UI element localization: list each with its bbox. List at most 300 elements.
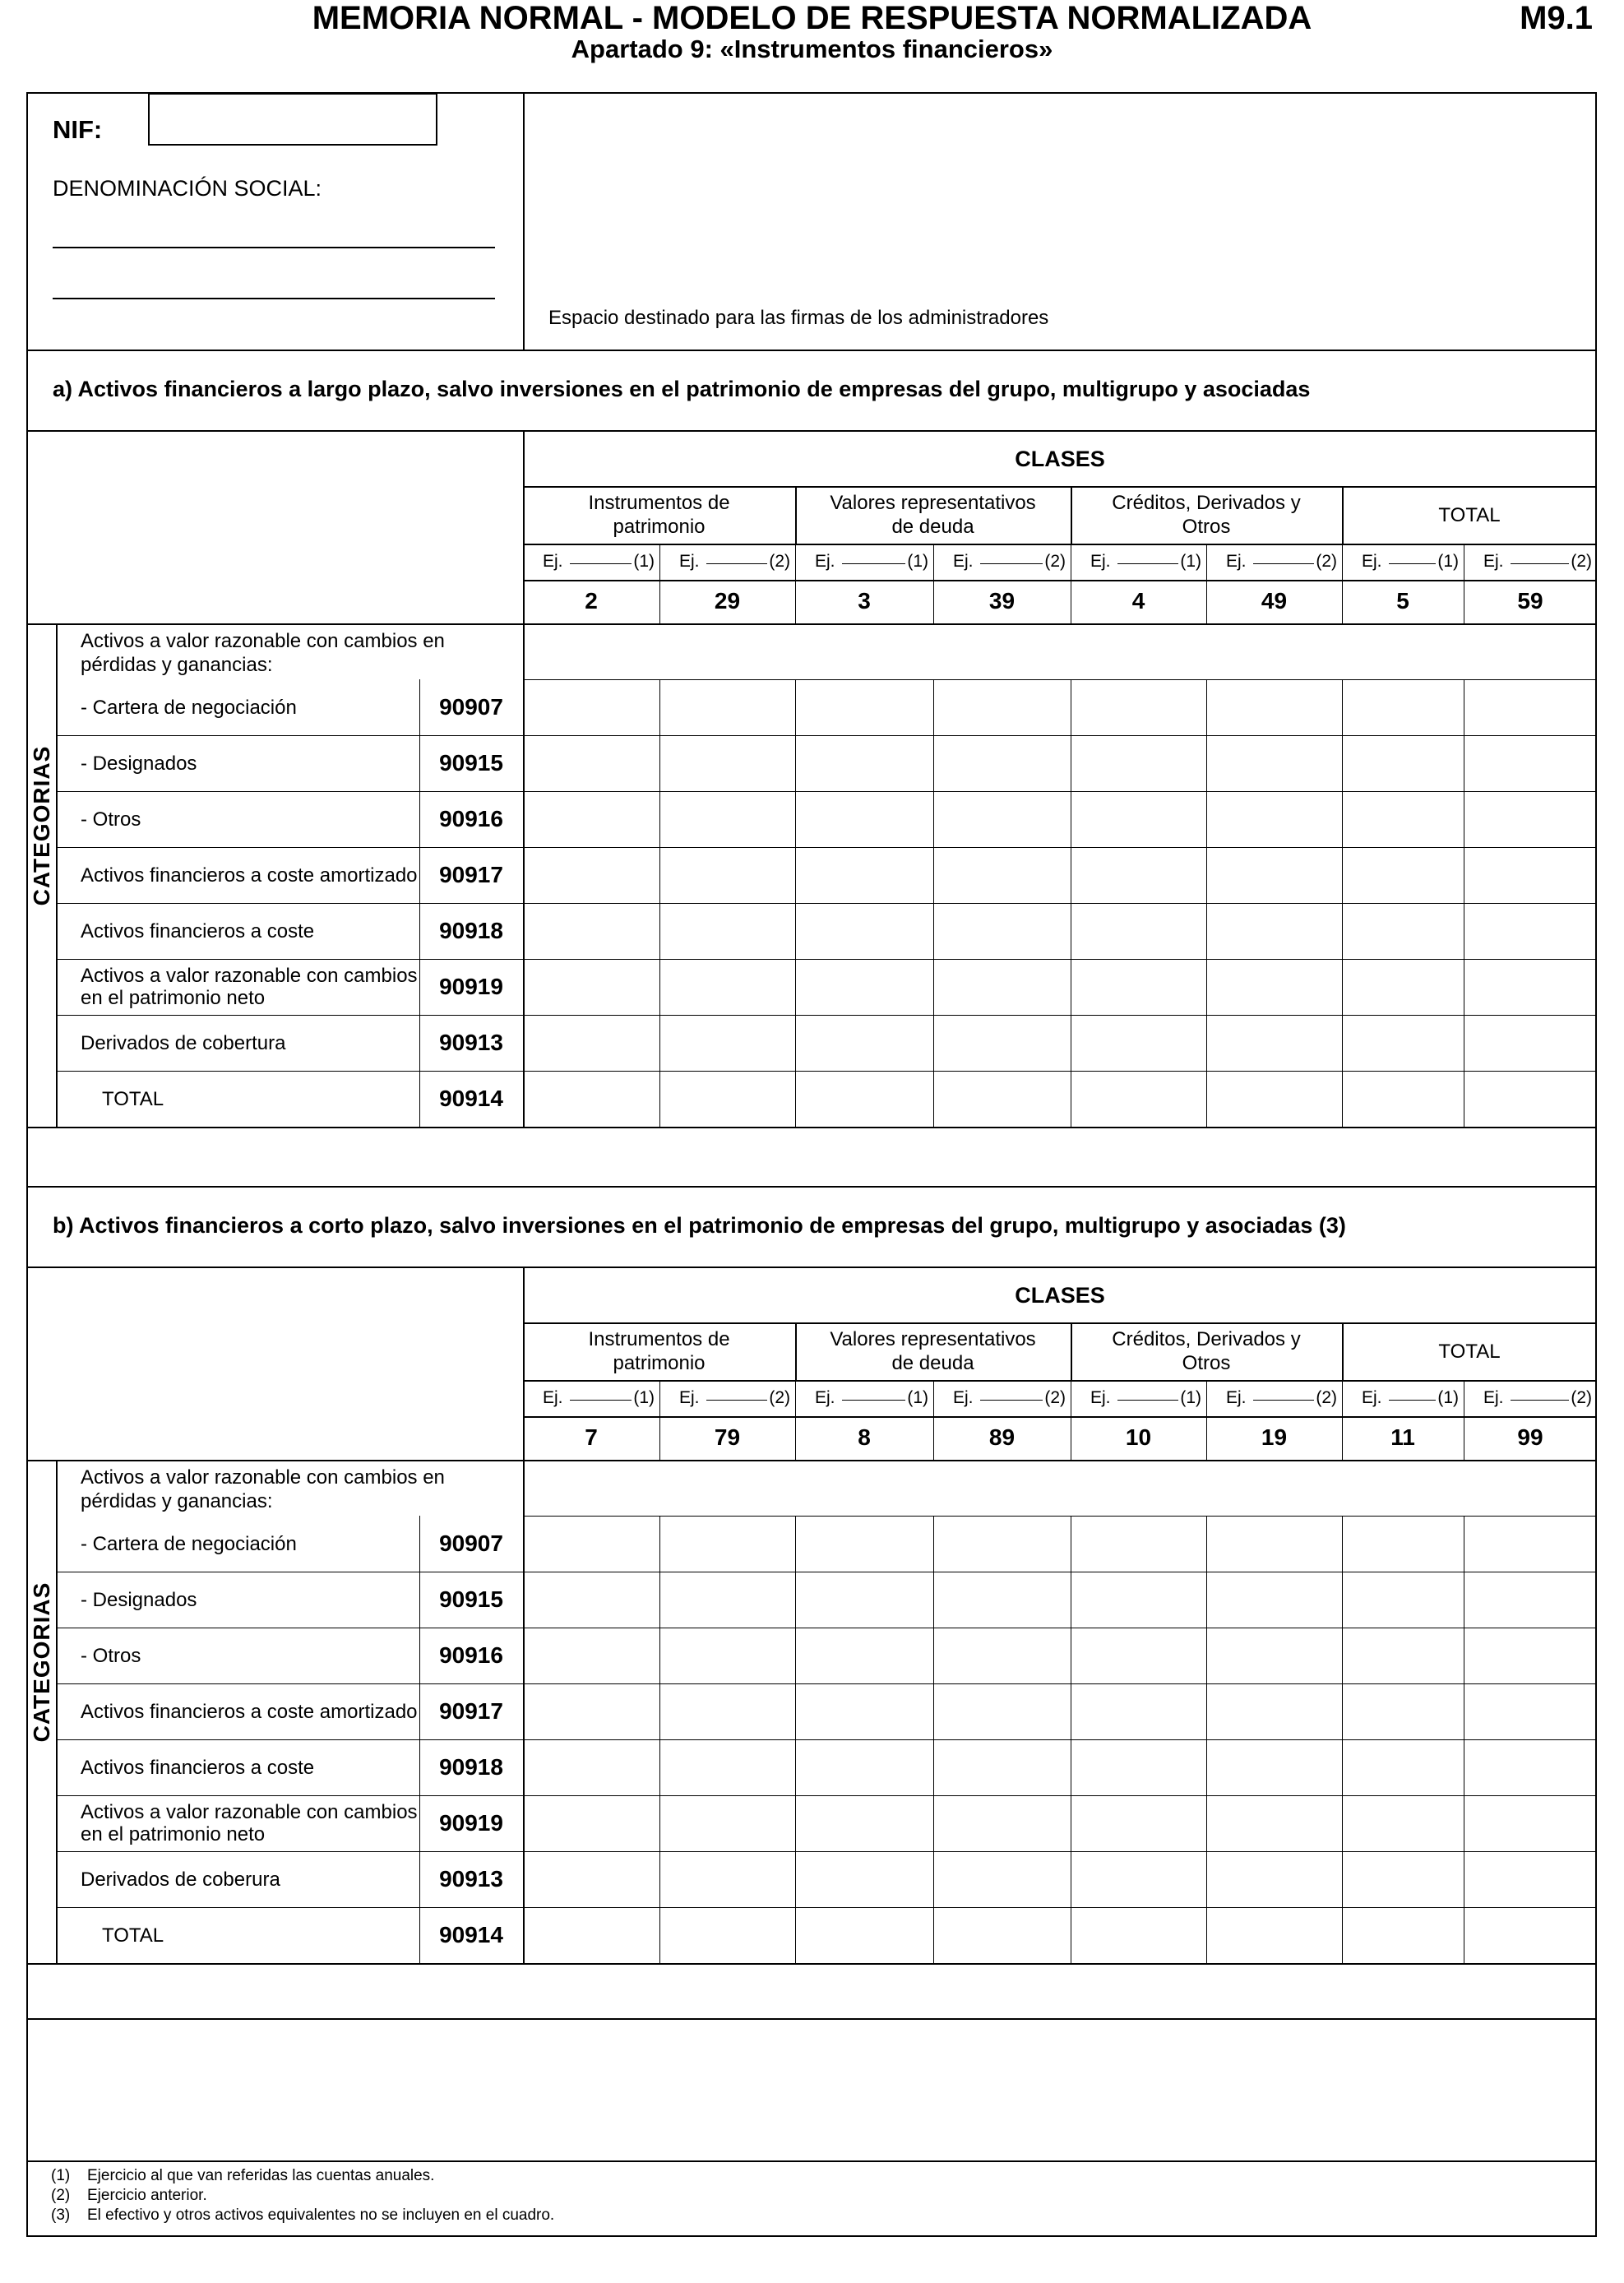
s2-value-cell-90913-8[interactable] bbox=[1464, 1852, 1596, 1906]
s2-ej-border bbox=[523, 1380, 1597, 1382]
s2-ej-year-input-6[interactable] bbox=[1253, 1388, 1315, 1401]
s1-value-cell-90914-8[interactable] bbox=[1464, 1072, 1596, 1126]
s2-ej-prefix-7: Ej. bbox=[1362, 1388, 1382, 1407]
s2-value-divider-3-5 bbox=[1206, 1628, 1207, 1683]
s2-column-code-1: 7 bbox=[585, 1424, 598, 1450]
s2-value-cell-90917-5[interactable] bbox=[1071, 1684, 1205, 1739]
s2-value-cell-90913-2[interactable] bbox=[660, 1852, 794, 1906]
s2-row-label-90916: - Otros bbox=[81, 1644, 141, 1667]
s1-value-cell-90919-8[interactable] bbox=[1464, 960, 1596, 1014]
s2-value-cell-90916-2[interactable] bbox=[660, 1628, 794, 1683]
s2-value-cell-90916-6[interactable] bbox=[1207, 1628, 1341, 1683]
s2-value-cell-90919-1[interactable] bbox=[524, 1796, 659, 1850]
s2-ej-suffix-7: (1) bbox=[1437, 1388, 1459, 1407]
s2-value-divider-6-6 bbox=[1342, 1795, 1343, 1851]
s2-ej-suffix-3: (1) bbox=[907, 1388, 928, 1407]
s2-value-cell-90919-7[interactable] bbox=[1343, 1796, 1463, 1850]
s1-value-cell-90918-4[interactable] bbox=[934, 904, 1070, 958]
s2-value-cell-90914-1[interactable] bbox=[524, 1908, 659, 1962]
s1-value-cell-90914-5[interactable] bbox=[1071, 1072, 1205, 1126]
s2-ej-cell-4 bbox=[953, 1388, 1066, 1408]
s1-ej-year-input-2[interactable] bbox=[706, 552, 768, 564]
s1-ej-suffix-4: (2) bbox=[1044, 552, 1066, 571]
s2-value-divider-2-1 bbox=[659, 1572, 660, 1628]
s1-ej-year-input-1[interactable] bbox=[570, 552, 632, 564]
s1-value-cell-90907-1[interactable] bbox=[524, 680, 659, 734]
s2-row-code-90918: 90918 bbox=[439, 1754, 503, 1780]
s2-row-label-90917: Activos financieros a coste amortizado bbox=[81, 1700, 418, 1723]
s2-value-divider-5-2 bbox=[795, 1739, 796, 1795]
s1-ej-border bbox=[523, 544, 1597, 545]
s1-ej-suffix-1: (1) bbox=[633, 552, 655, 571]
s1-codes-divider-5 bbox=[1206, 580, 1207, 623]
s2-value-cell-90915-8[interactable] bbox=[1464, 1572, 1596, 1627]
s1-value-cell-90914-2[interactable] bbox=[660, 1072, 794, 1126]
s1-group-valores-deuda: Valores representativos de deuda bbox=[830, 492, 1036, 538]
s2-value-cell-90917-2[interactable] bbox=[660, 1684, 794, 1739]
divider-footnotes bbox=[26, 2160, 1597, 2162]
s2-value-cell-90916-8[interactable] bbox=[1464, 1628, 1596, 1683]
s2-value-cell-90907-5[interactable] bbox=[1071, 1517, 1205, 1571]
s2-codes-divider-6 bbox=[1342, 1416, 1343, 1460]
s2-value-cell-90917-1[interactable] bbox=[524, 1684, 659, 1739]
s2-value-cell-90907-3[interactable] bbox=[796, 1517, 932, 1571]
s2-ej-suffix-6: (2) bbox=[1316, 1388, 1337, 1407]
s1-ej-prefix-8: Ej. bbox=[1483, 552, 1504, 571]
s1-value-cell-90916-2[interactable] bbox=[660, 792, 794, 846]
s2-ej-year-input-3[interactable] bbox=[842, 1388, 906, 1401]
s2-ej-cell-1 bbox=[543, 1388, 655, 1408]
s1-codes-divider-2 bbox=[795, 580, 796, 623]
s2-ej-suffix-8: (2) bbox=[1571, 1388, 1592, 1407]
s2-value-cell-90915-7[interactable] bbox=[1343, 1572, 1463, 1627]
s2-group-valores-deuda: Valores representativos de deuda bbox=[830, 1328, 1036, 1374]
s1-value-cell-90913-7[interactable] bbox=[1343, 1016, 1463, 1070]
s1-value-cell-90915-6[interactable] bbox=[1207, 736, 1341, 790]
s2-value-cell-90915-1[interactable] bbox=[524, 1572, 659, 1627]
s1-group-heading: Activos a valor razonable con cambios en pérdidas y ganancias: bbox=[81, 630, 445, 676]
s1-value-cell-90914-7[interactable] bbox=[1343, 1072, 1463, 1126]
s1-value-cell-90919-3[interactable] bbox=[796, 960, 932, 1014]
s1-ej-cell-3 bbox=[815, 552, 928, 572]
s1-value-cell-90918-2[interactable] bbox=[660, 904, 794, 958]
s2-value-cell-90917-7[interactable] bbox=[1343, 1684, 1463, 1739]
s2-value-cell-90907-2[interactable] bbox=[660, 1517, 794, 1571]
form-code: M9.1 bbox=[1520, 0, 1593, 36]
s1-title: a) Activos financieros a largo plazo, salvo inversiones en el patrimonio de empresas del grupo, multigrupo y asociadas bbox=[53, 377, 1311, 401]
footnote-text: El efectivo y otros activos equivalentes no se incluyen en el cuadro. bbox=[87, 2207, 555, 2224]
s2-ej-year-input-1[interactable] bbox=[570, 1388, 632, 1401]
s2-ej-year-input-7[interactable] bbox=[1389, 1388, 1437, 1401]
s1-value-divider-1-1 bbox=[659, 679, 660, 735]
s2-ej-divider-2 bbox=[795, 1380, 796, 1416]
s2-value-cell-90916-5[interactable] bbox=[1071, 1628, 1205, 1683]
notes-area[interactable] bbox=[28, 2021, 1595, 2159]
s2-column-code-2: 79 bbox=[714, 1424, 741, 1450]
s1-value-divider-1-5 bbox=[1206, 679, 1207, 735]
s2-value-cell-90915-3[interactable] bbox=[796, 1572, 932, 1627]
s2-value-divider-7-6 bbox=[1342, 1851, 1343, 1907]
s1-row-code-90918: 90918 bbox=[439, 918, 503, 943]
s2-value-cell-90913-4[interactable] bbox=[934, 1852, 1070, 1906]
s2-group-divider-3 bbox=[1342, 1322, 1344, 1380]
s1-ej-suffix-6: (2) bbox=[1316, 552, 1337, 571]
s1-value-cell-90914-4[interactable] bbox=[934, 1072, 1070, 1126]
s1-value-cell-90916-4[interactable] bbox=[934, 792, 1070, 846]
s2-value-cell-90907-4[interactable] bbox=[934, 1517, 1070, 1571]
s2-value-cell-90907-7[interactable] bbox=[1343, 1517, 1463, 1571]
s1-column-code-7: 5 bbox=[1396, 588, 1409, 614]
s1-value-cell-90918-1[interactable] bbox=[524, 904, 659, 958]
s1-value-cell-90913-3[interactable] bbox=[796, 1016, 932, 1070]
s2-value-divider-3-6 bbox=[1342, 1628, 1343, 1683]
s1-value-cell-90919-5[interactable] bbox=[1071, 960, 1205, 1014]
s2-value-cell-90913-3[interactable] bbox=[796, 1852, 932, 1906]
s1-value-cell-90918-8[interactable] bbox=[1464, 904, 1596, 958]
s1-row-label-90915: - Designados bbox=[81, 752, 197, 775]
s1-ej-year-input-3[interactable] bbox=[842, 552, 906, 564]
form-title: MEMORIA NORMAL - MODELO DE RESPUESTA NORMALIZADA bbox=[312, 0, 1312, 36]
s1-row-code-90907: 90907 bbox=[439, 694, 503, 720]
s1-value-cell-90916-1[interactable] bbox=[524, 792, 659, 846]
s1-column-code-2: 29 bbox=[714, 588, 741, 614]
s2-codes-divider-2 bbox=[795, 1416, 796, 1460]
s2-value-cell-90919-4[interactable] bbox=[934, 1796, 1070, 1850]
s1-ej-prefix-7: Ej. bbox=[1362, 552, 1382, 571]
s2-value-cell-90917-6[interactable] bbox=[1207, 1684, 1341, 1739]
s1-row-code-divider-2 bbox=[419, 735, 420, 791]
s1-ej-divider-6 bbox=[1342, 544, 1343, 580]
s2-value-cell-90907-1[interactable] bbox=[524, 1517, 659, 1571]
s1-value-divider-7-2 bbox=[795, 1015, 796, 1071]
s2-value-divider-5-1 bbox=[659, 1739, 660, 1795]
s1-column-code-3: 3 bbox=[858, 588, 871, 614]
s1-value-cell-90907-2[interactable] bbox=[660, 680, 794, 734]
s2-ej-suffix-1: (1) bbox=[633, 1388, 655, 1407]
s2-value-cell-90913-6[interactable] bbox=[1207, 1852, 1341, 1906]
s1-value-cell-90917-7[interactable] bbox=[1343, 848, 1463, 902]
footnotes bbox=[51, 2166, 1580, 2225]
s1-value-cell-90913-5[interactable] bbox=[1071, 1016, 1205, 1070]
s2-value-divider-8-6 bbox=[1342, 1907, 1343, 1963]
s2-value-cell-90919-6[interactable] bbox=[1207, 1796, 1341, 1850]
s1-value-cell-90907-8[interactable] bbox=[1464, 680, 1596, 734]
s1-row-label-90918: Activos financieros a coste bbox=[81, 919, 315, 942]
s2-value-cell-90919-3[interactable] bbox=[796, 1796, 932, 1850]
s1-row-label-90917: Activos financieros a coste amortizado bbox=[81, 864, 418, 887]
s2-value-divider-7-5 bbox=[1206, 1851, 1207, 1907]
denominacion-line-1[interactable] bbox=[53, 229, 495, 248]
s2-bottom-border bbox=[26, 1963, 1597, 1965]
firmas-label: Espacio destinado para las firmas de los administradores bbox=[548, 307, 1049, 329]
s1-row-code-divider-5 bbox=[419, 903, 420, 959]
s1-codes-divider-1 bbox=[659, 580, 660, 623]
s2-group-heading: Activos a valor razonable con cambios en pérdidas y ganancias: bbox=[81, 1466, 445, 1512]
s2-value-cell-90916-7[interactable] bbox=[1343, 1628, 1463, 1683]
s1-ej-prefix-1: Ej. bbox=[543, 552, 563, 571]
s2-group-creditos-derivados: Créditos, Derivados y Otros bbox=[1112, 1328, 1301, 1374]
s1-value-cell-90913-6[interactable] bbox=[1207, 1016, 1341, 1070]
s2-value-cell-90907-8[interactable] bbox=[1464, 1517, 1596, 1571]
s2-ej-year-input-4[interactable] bbox=[980, 1388, 1043, 1401]
s1-value-cell-90907-6[interactable] bbox=[1207, 680, 1341, 734]
s2-row-code-divider-8 bbox=[419, 1907, 420, 1963]
form-subtitle: Apartado 9: «Instrumentos financieros» bbox=[571, 35, 1053, 63]
s2-ej-prefix-5: Ej. bbox=[1090, 1388, 1111, 1407]
s1-ej-year-input-6[interactable] bbox=[1253, 552, 1315, 564]
s2-ej-divider-6 bbox=[1342, 1380, 1343, 1416]
s2-group-divider-2 bbox=[1071, 1322, 1072, 1380]
s1-value-divider-1-2 bbox=[795, 679, 796, 735]
nif-label: NIF: bbox=[53, 115, 103, 144]
s1-ej-year-input-7[interactable] bbox=[1389, 552, 1437, 564]
s2-value-cell-90918-5[interactable] bbox=[1071, 1740, 1205, 1794]
s1-value-cell-90913-2[interactable] bbox=[660, 1016, 794, 1070]
s2-ej-cell-2 bbox=[679, 1388, 790, 1408]
s1-value-divider-5-2 bbox=[795, 903, 796, 959]
s1-value-cell-90907-7[interactable] bbox=[1343, 680, 1463, 734]
s2-value-cell-90915-4[interactable] bbox=[934, 1572, 1070, 1627]
s1-value-cell-90917-4[interactable] bbox=[934, 848, 1070, 902]
s1-codes-divider-6 bbox=[1342, 580, 1343, 623]
s1-row-code-90914: 90914 bbox=[439, 1086, 503, 1111]
s2-value-cell-90914-4[interactable] bbox=[934, 1908, 1070, 1962]
s2-row-code-divider-7 bbox=[419, 1851, 420, 1907]
s2-value-cell-90919-5[interactable] bbox=[1071, 1796, 1205, 1850]
s2-value-cell-90919-2[interactable] bbox=[660, 1796, 794, 1850]
s2-value-cell-90914-3[interactable] bbox=[796, 1908, 932, 1962]
s1-codes-divider-3 bbox=[933, 580, 934, 623]
s2-value-cell-90916-1[interactable] bbox=[524, 1628, 659, 1683]
s1-value-divider-4-5 bbox=[1206, 847, 1207, 903]
s1-codes-border bbox=[523, 580, 1597, 581]
s1-value-cell-90919-1[interactable] bbox=[524, 960, 659, 1014]
s1-row-code-90917: 90917 bbox=[439, 862, 503, 887]
s1-value-divider-6-6 bbox=[1342, 959, 1343, 1015]
s1-ej-cell-6 bbox=[1226, 552, 1337, 572]
s2-row-code-divider-4 bbox=[419, 1683, 420, 1739]
s2-ej-divider-1 bbox=[659, 1380, 660, 1416]
s2-value-divider-4-5 bbox=[1206, 1683, 1207, 1739]
s1-ej-prefix-5: Ej. bbox=[1090, 552, 1111, 571]
s1-value-cell-90915-2[interactable] bbox=[660, 736, 794, 790]
s2-value-cell-90913-5[interactable] bbox=[1071, 1852, 1205, 1906]
footnote-number: (3) bbox=[51, 2207, 71, 2224]
s2-ej-prefix-8: Ej. bbox=[1483, 1388, 1504, 1407]
s2-value-cell-90913-1[interactable] bbox=[524, 1852, 659, 1906]
s1-row-code-divider-4 bbox=[419, 847, 420, 903]
s1-value-cell-90919-7[interactable] bbox=[1343, 960, 1463, 1014]
s1-ej-suffix-3: (1) bbox=[907, 552, 928, 571]
s2-group-divider-1 bbox=[795, 1322, 797, 1380]
s1-value-cell-90915-1[interactable] bbox=[524, 736, 659, 790]
s1-value-divider-7-5 bbox=[1206, 1015, 1207, 1071]
s1-value-divider-2-3 bbox=[933, 735, 934, 791]
s1-value-cell-90919-4[interactable] bbox=[934, 960, 1070, 1014]
s1-ej-suffix-7: (1) bbox=[1437, 552, 1459, 571]
s1-ej-prefix-3: Ej. bbox=[815, 552, 835, 571]
s2-ej-year-input-5[interactable] bbox=[1117, 1388, 1179, 1401]
s1-group-divider-1 bbox=[795, 486, 797, 544]
s1-value-divider-7-3 bbox=[933, 1015, 934, 1071]
s2-ej-prefix-3: Ej. bbox=[815, 1388, 835, 1407]
s1-value-cell-90916-8[interactable] bbox=[1464, 792, 1596, 846]
s2-value-cell-90918-6[interactable] bbox=[1207, 1740, 1341, 1794]
s1-value-cell-90915-7[interactable] bbox=[1343, 736, 1463, 790]
s2-value-cell-90915-2[interactable] bbox=[660, 1572, 794, 1627]
s1-value-cell-90917-3[interactable] bbox=[796, 848, 932, 902]
s2-codes-divider-1 bbox=[659, 1416, 660, 1460]
nif-input[interactable] bbox=[148, 93, 437, 146]
s2-value-cell-90915-5[interactable] bbox=[1071, 1572, 1205, 1627]
s1-value-cell-90915-4[interactable] bbox=[934, 736, 1070, 790]
s1-ej-divider-3 bbox=[933, 544, 934, 580]
s2-column-code-3: 8 bbox=[858, 1424, 871, 1450]
s1-group-divider-3 bbox=[1342, 486, 1344, 544]
footnote-text: Ejercicio anterior. bbox=[87, 2187, 207, 2204]
s2-ej-cell-8 bbox=[1483, 1388, 1592, 1408]
s1-value-cell-90913-4[interactable] bbox=[934, 1016, 1070, 1070]
s1-value-divider-8-6 bbox=[1342, 1071, 1343, 1127]
s1-value-cell-90915-3[interactable] bbox=[796, 736, 932, 790]
s2-value-cell-90917-4[interactable] bbox=[934, 1684, 1070, 1739]
s2-value-cell-90914-2[interactable] bbox=[660, 1908, 794, 1962]
s1-column-code-6: 49 bbox=[1261, 588, 1288, 614]
s2-value-divider-8-5 bbox=[1206, 1907, 1207, 1963]
s1-value-cell-90917-5[interactable] bbox=[1071, 848, 1205, 902]
s2-value-cell-90916-3[interactable] bbox=[796, 1628, 932, 1683]
s2-value-divider-6-2 bbox=[795, 1795, 796, 1851]
s1-ej-cell-2 bbox=[679, 552, 790, 572]
s2-column-code-4: 89 bbox=[988, 1424, 1016, 1450]
s1-value-cell-90917-6[interactable] bbox=[1207, 848, 1341, 902]
s1-value-cell-90914-1[interactable] bbox=[524, 1072, 659, 1126]
s1-row-code-90916: 90916 bbox=[439, 806, 503, 831]
s1-ej-year-input-5[interactable] bbox=[1117, 552, 1179, 564]
s1-row-code-divider-6 bbox=[419, 959, 420, 1015]
s2-row-code-divider-6 bbox=[419, 1795, 420, 1851]
s2-value-cell-90913-7[interactable] bbox=[1343, 1852, 1463, 1906]
s1-ej-cell-5 bbox=[1090, 552, 1201, 572]
s2-group-instrumentos-patrimonio: Instrumentos de patrimonio bbox=[588, 1328, 730, 1374]
s1-value-divider-4-1 bbox=[659, 847, 660, 903]
s1-value-cell-90918-3[interactable] bbox=[796, 904, 932, 958]
s2-value-cell-90915-6[interactable] bbox=[1207, 1572, 1341, 1627]
s2-value-cell-90914-6[interactable] bbox=[1207, 1908, 1341, 1962]
s2-row-label-90918: Activos financieros a coste bbox=[81, 1756, 315, 1779]
s1-column-code-8: 59 bbox=[1517, 588, 1543, 614]
s2-value-divider-4-1 bbox=[659, 1683, 660, 1739]
s2-value-cell-90919-8[interactable] bbox=[1464, 1796, 1596, 1850]
denominacion-line-2[interactable] bbox=[53, 280, 495, 299]
s1-value-cell-90916-3[interactable] bbox=[796, 792, 932, 846]
s2-row-code-divider-1 bbox=[419, 1516, 420, 1572]
s1-value-cell-90916-5[interactable] bbox=[1071, 792, 1205, 846]
s2-column-code-8: 99 bbox=[1517, 1424, 1543, 1450]
s1-value-divider-8-1 bbox=[659, 1071, 660, 1127]
s1-value-cell-90915-5[interactable] bbox=[1071, 736, 1205, 790]
s1-value-divider-7-6 bbox=[1342, 1015, 1343, 1071]
s2-row-code-90914: 90914 bbox=[439, 1922, 503, 1947]
s2-category-label: CATEGORIAS bbox=[29, 1581, 54, 1743]
s2-value-cell-90918-3[interactable] bbox=[796, 1740, 932, 1794]
s2-value-cell-90907-6[interactable] bbox=[1207, 1517, 1341, 1571]
footnote-2 bbox=[51, 2186, 1580, 2206]
s2-value-cell-90918-1[interactable] bbox=[524, 1740, 659, 1794]
s1-value-cell-90914-6[interactable] bbox=[1207, 1072, 1341, 1126]
footnote-number: (2) bbox=[51, 2187, 71, 2204]
s2-value-cell-90918-7[interactable] bbox=[1343, 1740, 1463, 1794]
s1-value-divider-1-6 bbox=[1342, 679, 1343, 735]
s2-ej-year-input-2[interactable] bbox=[706, 1388, 768, 1401]
s1-row-label-90914: TOTAL bbox=[102, 1087, 164, 1110]
s2-value-cell-90917-3[interactable] bbox=[796, 1684, 932, 1739]
s1-row-code-divider-3 bbox=[419, 791, 420, 847]
s1-value-cell-90917-2[interactable] bbox=[660, 848, 794, 902]
s2-value-cell-90917-8[interactable] bbox=[1464, 1684, 1596, 1739]
s2-ej-prefix-1: Ej. bbox=[543, 1388, 563, 1407]
s1-value-cell-90918-5[interactable] bbox=[1071, 904, 1205, 958]
s1-value-cell-90919-2[interactable] bbox=[660, 960, 794, 1014]
s2-ej-year-input-8[interactable] bbox=[1511, 1388, 1570, 1401]
s1-value-divider-8-5 bbox=[1206, 1071, 1207, 1127]
s1-value-cell-90913-8[interactable] bbox=[1464, 1016, 1596, 1070]
s1-value-divider-5-6 bbox=[1342, 903, 1343, 959]
s1-value-cell-90918-7[interactable] bbox=[1343, 904, 1463, 958]
s2-row-label-90913: Derivados de coberura bbox=[81, 1868, 280, 1891]
s1-value-cell-90915-8[interactable] bbox=[1464, 736, 1596, 790]
s2-value-cell-90918-4[interactable] bbox=[934, 1740, 1070, 1794]
s1-value-divider-6-3 bbox=[933, 959, 934, 1015]
s1-ej-year-input-8[interactable] bbox=[1511, 552, 1570, 564]
s2-value-cell-90918-2[interactable] bbox=[660, 1740, 794, 1794]
s1-value-cell-90907-3[interactable] bbox=[796, 680, 932, 734]
s1-value-cell-90907-4[interactable] bbox=[934, 680, 1070, 734]
s1-ej-year-input-4[interactable] bbox=[980, 552, 1043, 564]
s1-value-cell-90919-6[interactable] bbox=[1207, 960, 1341, 1014]
s1-value-cell-90917-8[interactable] bbox=[1464, 848, 1596, 902]
s2-value-divider-3-2 bbox=[795, 1628, 796, 1683]
s2-value-cell-90914-7[interactable] bbox=[1343, 1908, 1463, 1962]
s1-value-cell-90914-3[interactable] bbox=[796, 1072, 932, 1126]
s1-value-cell-90918-6[interactable] bbox=[1207, 904, 1341, 958]
s2-group-total: TOTAL bbox=[1438, 1340, 1501, 1363]
s1-bottom-border bbox=[26, 1127, 1597, 1128]
s2-value-divider-2-3 bbox=[933, 1572, 934, 1628]
s1-value-cell-90907-5[interactable] bbox=[1071, 680, 1205, 734]
s2-value-cell-90914-8[interactable] bbox=[1464, 1908, 1596, 1962]
s2-category-band-border bbox=[56, 1460, 58, 1963]
s2-value-cell-90918-8[interactable] bbox=[1464, 1740, 1596, 1794]
s2-ej-cell-7 bbox=[1362, 1388, 1459, 1408]
s1-value-cell-90916-6[interactable] bbox=[1207, 792, 1341, 846]
s2-row-code-90917: 90917 bbox=[439, 1698, 503, 1724]
s1-value-cell-90913-1[interactable] bbox=[524, 1016, 659, 1070]
s2-value-cell-90914-5[interactable] bbox=[1071, 1908, 1205, 1962]
denominacion-label: DENOMINACIÓN SOCIAL: bbox=[53, 176, 322, 201]
s1-value-cell-90917-1[interactable] bbox=[524, 848, 659, 902]
s2-value-cell-90916-4[interactable] bbox=[934, 1628, 1070, 1683]
s2-value-divider-1-5 bbox=[1206, 1516, 1207, 1572]
s2-title: b) Activos financieros a corto plazo, salvo inversiones en el patrimonio de empresas del grupo, multigrupo y asociadas (3) bbox=[53, 1213, 1346, 1238]
s2-row-code-divider-3 bbox=[419, 1628, 420, 1683]
s1-row-label-90913: Derivados de cobertura bbox=[81, 1031, 286, 1054]
s1-value-cell-90916-7[interactable] bbox=[1343, 792, 1463, 846]
s2-ej-divider-3 bbox=[933, 1380, 934, 1416]
s2-row-label-90919: Activos a valor razonable con cambios en el patrimonio neto bbox=[81, 1801, 418, 1845]
s2-value-divider-6-1 bbox=[659, 1795, 660, 1851]
s2-body-border bbox=[26, 1460, 1597, 1461]
